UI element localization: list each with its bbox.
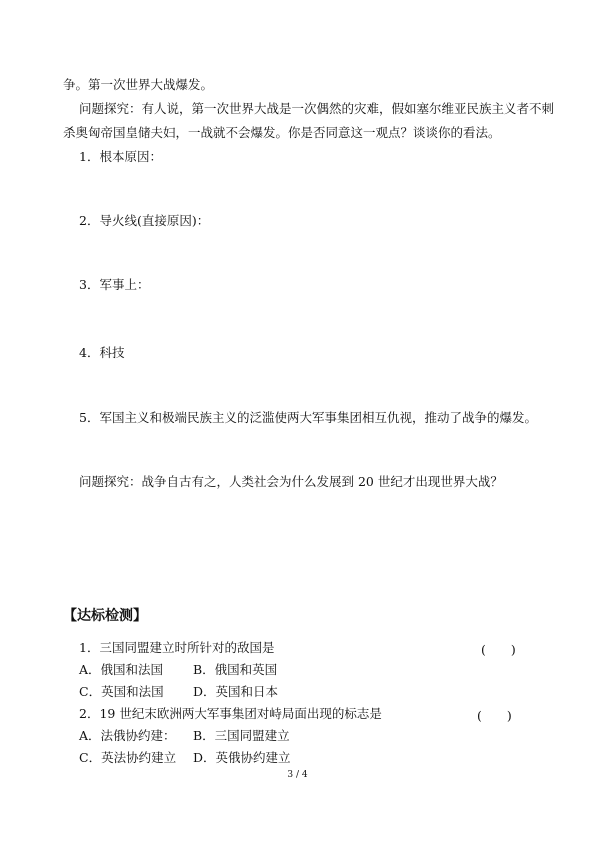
quiz-question-1: 1．三国同盟建立时所针对的敌国是 <box>79 640 275 655</box>
answer-item-5: 5．军国主义和极端民族主义的泛滥使两大军事集团相互仇视，推动了战争的爆发。 <box>79 410 537 425</box>
answer-blank-2: ( ) <box>477 708 512 723</box>
option-d: D．英国和日本 <box>193 684 279 699</box>
option-b: B．三国同盟建立 <box>193 728 290 743</box>
quiz-question-2: 2．19 世纪末欧洲两大军事集团对峙局面出现的标志是 <box>79 706 382 721</box>
option-c: C．英国和法国 <box>79 684 164 699</box>
option-c: C．英法协约建立 <box>79 750 177 765</box>
page-number: 3 / 4 <box>287 770 308 780</box>
option-a: A．法俄协约建： <box>79 728 176 743</box>
answer-blank-1: ( ) <box>481 642 516 657</box>
question-prompt-continued: 杀奥匈帝国皇储夫妇，一战就不会爆发。你是否同意这一观点？谈谈你的看法。 <box>63 125 501 140</box>
answer-item-3: 3．军事上： <box>79 277 150 292</box>
answer-item-2: 2．导火线(直接原因)： <box>79 213 210 228</box>
option-a: A．俄国和法国 <box>79 662 164 677</box>
option-b: B．俄国和英国 <box>193 662 278 677</box>
body-text-line: 争。第一次世界大战爆发。 <box>63 77 214 92</box>
option-d: D．英俄协约建立 <box>193 750 291 765</box>
question-prompt-2: 问题探究：战争自古有之，人类社会为什么发展到 20 世纪才出现世界大战？ <box>79 474 503 489</box>
answer-item-4: 4．科技 <box>79 345 125 360</box>
question-prompt: 问题探究：有人说，第一次世界大战是一次偶然的灾难，假如塞尔维亚民族主义者不刺 <box>79 101 555 116</box>
answer-item-1: 1．根本原因： <box>79 149 162 164</box>
section-heading: 【达标检测】 <box>63 608 147 624</box>
